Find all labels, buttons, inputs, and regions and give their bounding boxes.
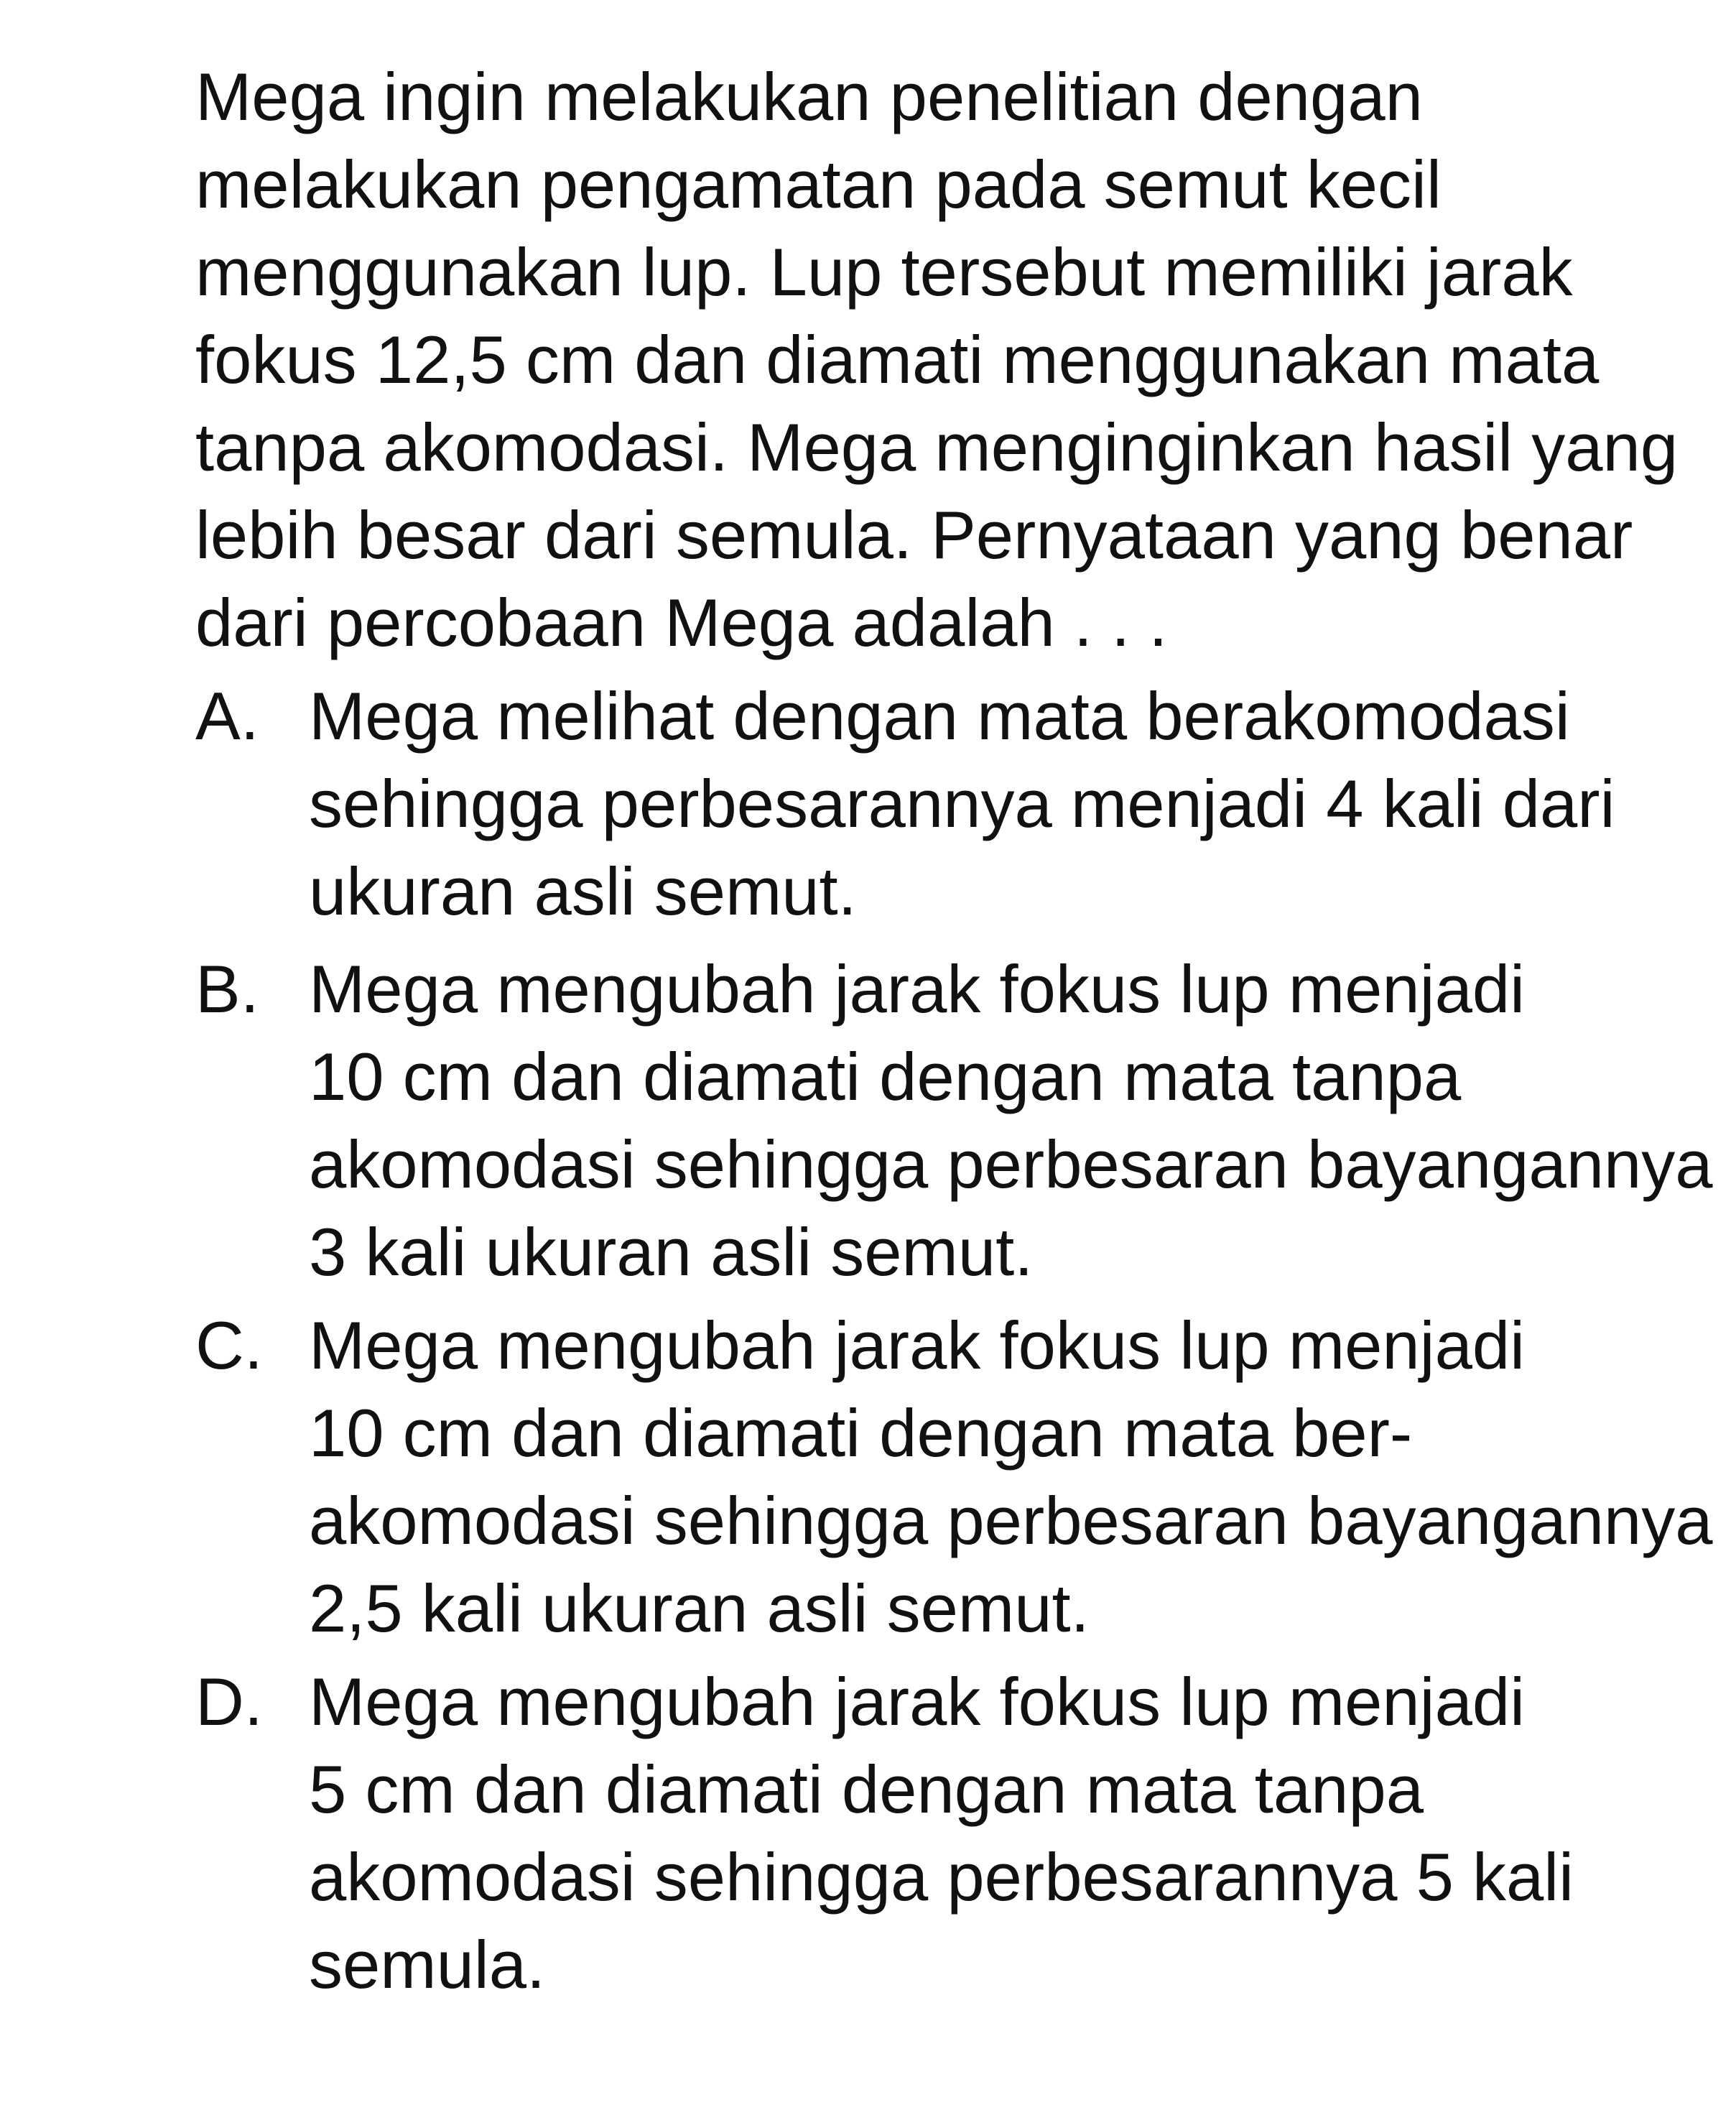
- option-line: Mega mengubah jarak fokus lup menjadi: [309, 1308, 1526, 1383]
- option-line: 3 kali ukuran asli semut.: [309, 1214, 1034, 1290]
- question-line: melakukan pengamatan pada semut kecil: [195, 147, 1442, 222]
- option-line: 5 cm dan diamati dengan mata tanpa: [309, 1752, 1424, 1827]
- option-line: Mega melihat dengan mata berakomodasi: [309, 678, 1570, 754]
- option-letter: B.: [195, 951, 259, 1027]
- question-line: tanpa akomodasi. Mega menginginkan hasil yang: [195, 409, 1679, 485]
- option-line: akomodasi sehingga perbesaran bayangannya: [309, 1483, 1713, 1558]
- option-line: sehingga perbesarannya menjadi 4 kali dari: [309, 766, 1615, 841]
- question-line: dari percobaan Mega adalah . . .: [195, 585, 1168, 660]
- option-line: ukuran asli semut.: [309, 853, 857, 929]
- question-line: Mega ingin melakukan penelitian dengan: [195, 59, 1423, 134]
- option-letter: A.: [195, 678, 259, 754]
- option-line: semula.: [309, 1927, 546, 2002]
- option-letter: D.: [195, 1664, 263, 1739]
- option-line: Mega mengubah jarak fokus lup menjadi: [309, 951, 1526, 1027]
- option-letter: C.: [195, 1308, 263, 1383]
- question-line: fokus 12,5 cm dan diamati menggunakan mata: [195, 322, 1600, 397]
- question-line: lebih besar dari semula. Pernyataan yang benar: [195, 497, 1633, 573]
- option-line: Mega mengubah jarak fokus lup menjadi: [309, 1664, 1526, 1739]
- option-line: akomodasi sehingga perbesarannya 5 kali: [309, 1839, 1574, 1915]
- option-line: 2,5 kali ukuran asli semut.: [309, 1570, 1090, 1646]
- option-line: 10 cm dan diamati dengan mata tanpa: [309, 1039, 1462, 1114]
- option-line: akomodasi sehingga perbesaran bayangannya: [309, 1126, 1713, 1202]
- option-line: 10 cm dan diamati dengan mata ber-: [309, 1395, 1413, 1471]
- question-line: menggunakan lup. Lup tersebut memiliki jarak: [195, 234, 1573, 310]
